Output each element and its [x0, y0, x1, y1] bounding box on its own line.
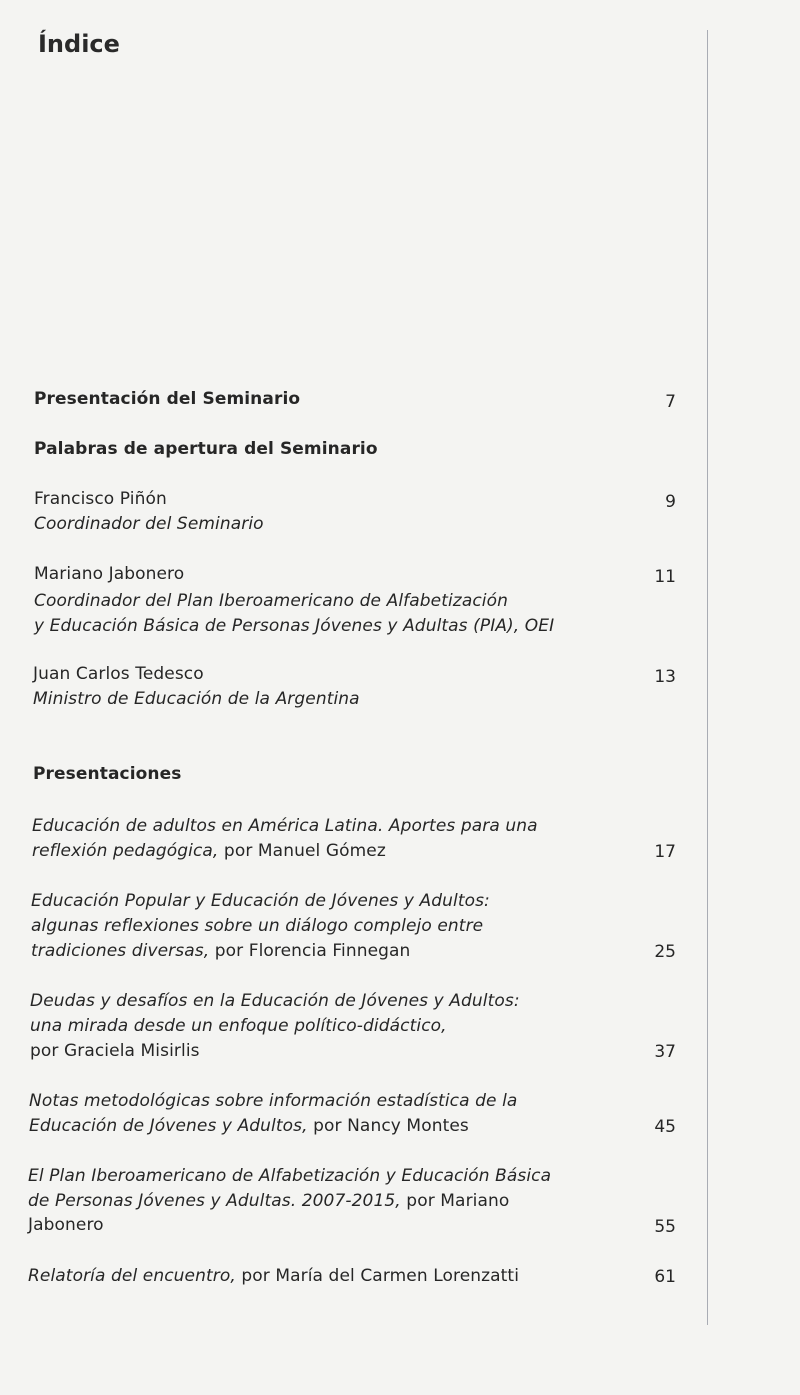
page-number: 45	[654, 1117, 676, 1137]
page-number: 55	[654, 1217, 676, 1237]
speaker-role: Coordinador del Plan Iberoamericano de Alfabetización	[34, 591, 508, 611]
page-number: 11	[654, 567, 676, 587]
entry-author: por Florencia Finnegan	[209, 941, 411, 961]
entry-line	[30, 1039, 200, 1064]
vertical-divider	[707, 30, 708, 1325]
speaker-name: Francisco Piñón	[34, 489, 167, 509]
page-number: 37	[654, 1042, 676, 1062]
entry-line	[29, 1114, 469, 1139]
page-number: 25	[654, 942, 676, 962]
entry-author: por Manuel Gómez	[218, 841, 386, 861]
entry-line	[32, 839, 386, 864]
page-number: 13	[654, 667, 676, 687]
entry-line	[29, 1089, 517, 1114]
page-title: Índice	[38, 30, 120, 58]
entry-title: El Plan Iberoamericano de Alfabetización y Educación Básica	[28, 1166, 552, 1186]
entry-author: por María del Carmen Lorenzatti	[235, 1266, 520, 1286]
entry-line	[30, 989, 520, 1014]
entry-line	[31, 914, 483, 939]
entry-author: por Mariano	[400, 1191, 510, 1211]
speaker-role: Ministro de Educación de la Argentina	[33, 689, 360, 709]
speaker-role: y Educación Básica de Personas Jóvenes y Adultas (PIA), OEI	[34, 616, 555, 636]
section-heading: Presentación del Seminario	[34, 389, 301, 409]
entry-title: Deudas y desafíos en la Educación de Jóvenes y Adultos:	[30, 991, 520, 1011]
entry-title: reflexión pedagógica,	[32, 841, 219, 861]
entry-line	[28, 1164, 551, 1189]
entry-author: por Graciela Misirlis	[30, 1041, 200, 1061]
entry-title: Educación Popular y Educación de Jóvenes y Adultos:	[31, 891, 490, 911]
page-number: 61	[654, 1267, 676, 1287]
speaker-name: Juan Carlos Tedesco	[33, 664, 204, 684]
page-number: 7	[665, 392, 676, 412]
page-number: 9	[665, 492, 676, 512]
entry-line	[32, 814, 538, 839]
entry-title: Educación de adultos en América Latina. Aportes para una	[32, 816, 538, 836]
section-heading: Palabras de apertura del Seminario	[34, 439, 378, 459]
entry-title: algunas reflexiones sobre un diálogo complejo entre	[31, 916, 484, 936]
speaker-name: Mariano Jabonero	[34, 564, 185, 584]
entry-title: tradiciones diversas,	[31, 941, 210, 961]
entry-line	[31, 889, 490, 914]
speaker-role: Coordinador del Seminario	[34, 514, 264, 534]
entry-line	[31, 939, 410, 964]
entry-title: Notas metodológicas sobre información estadística de la	[29, 1091, 518, 1111]
entry-title: una mirada desde un enfoque político-didáctico,	[30, 1016, 447, 1036]
entry-title: Educación de Jóvenes y Adultos,	[29, 1116, 308, 1136]
entry-author: Jabonero	[28, 1215, 104, 1235]
entry-author: por Nancy Montes	[307, 1116, 469, 1136]
page-number: 17	[654, 842, 676, 862]
entry-line	[28, 1189, 509, 1214]
section-heading: Presentaciones	[33, 764, 182, 784]
entry-title: Relatoría del encuentro,	[28, 1266, 236, 1286]
entry-title: de Personas Jóvenes y Adultas. 2007-2015,	[28, 1191, 401, 1211]
entry-line	[30, 1014, 447, 1039]
entry-line	[28, 1213, 104, 1238]
entry-line	[28, 1264, 519, 1289]
